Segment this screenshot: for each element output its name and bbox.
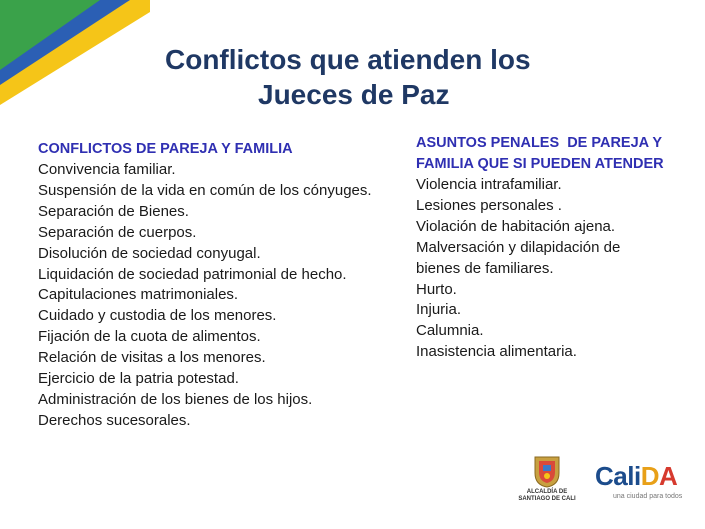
- logo-part-3: A: [658, 461, 678, 491]
- list-item: Derechos sucesorales.: [38, 411, 191, 429]
- list-item: Calumnia.: [416, 322, 484, 340]
- right-heading-line-1: ASUNTOS PENALES DE PAREJA Y: [416, 135, 663, 151]
- left-heading: CONFLICTOS DE PAREJA Y FAMILIA: [38, 141, 293, 157]
- list-item: Suspensión de la vida en común de los cónyuges.: [38, 181, 372, 199]
- list-item: Liquidación de sociedad patrimonial de hecho.: [38, 265, 347, 283]
- seal-caption: [515, 489, 579, 503]
- right-column: [416, 133, 701, 363]
- title-line-2: Jueces de Paz: [258, 79, 450, 110]
- list-item: Violencia intrafamiliar.: [416, 176, 562, 193]
- list-item: Separación de Bienes.: [38, 202, 189, 220]
- seal-line-1: ALCALDÍA DE: [526, 489, 568, 495]
- logo-tagline: una ciudad para todos: [613, 493, 683, 500]
- list-item: Injuria.: [416, 301, 462, 319]
- list-item: Fijación de la cuota de alimentos.: [38, 328, 261, 346]
- list-item: Cuidado y custodia de los menores.: [38, 307, 277, 325]
- left-column: [38, 139, 403, 432]
- list-item: Hurto.: [416, 280, 457, 298]
- list-item: Relación de visitas a los menores.: [38, 349, 266, 367]
- alcaldia-seal: [517, 453, 577, 513]
- list-item: bienes de familiares.: [416, 259, 554, 277]
- list-item: Separación de cuerpos.: [38, 223, 197, 241]
- list-item: Inasistencia alimentaria.: [416, 343, 577, 361]
- logo-part-2: D: [640, 461, 659, 491]
- list-item: Administración de los bienes de los hijos.: [38, 390, 313, 408]
- calida-logo: [595, 461, 677, 492]
- slide-title: [150, 42, 570, 112]
- list-item: Violación de habitación ajena.: [416, 217, 616, 235]
- list-item: Capitulaciones matrimoniales.: [38, 286, 239, 304]
- seal-line-2: SANTIAGO DE CALI: [518, 496, 576, 502]
- footer-logos: [517, 453, 687, 513]
- list-item: Lesiones personales .: [416, 196, 562, 214]
- title-line-1: Conflictos que atienden los: [165, 44, 531, 75]
- right-heading-line-2: FAMILIA QUE SI PUEDEN ATENDER: [416, 156, 664, 172]
- list-item: Ejercicio de la patria potestad.: [38, 370, 239, 388]
- list-item: Convivencia familiar.: [38, 161, 176, 178]
- corner-decoration: [0, 0, 150, 120]
- list-item: Disolución de sociedad conyugal.: [38, 244, 261, 262]
- coat-of-arms-icon: [517, 453, 577, 489]
- logo-part-1: Cali: [595, 461, 641, 491]
- list-item: Malversación y dilapidación de: [416, 238, 621, 256]
